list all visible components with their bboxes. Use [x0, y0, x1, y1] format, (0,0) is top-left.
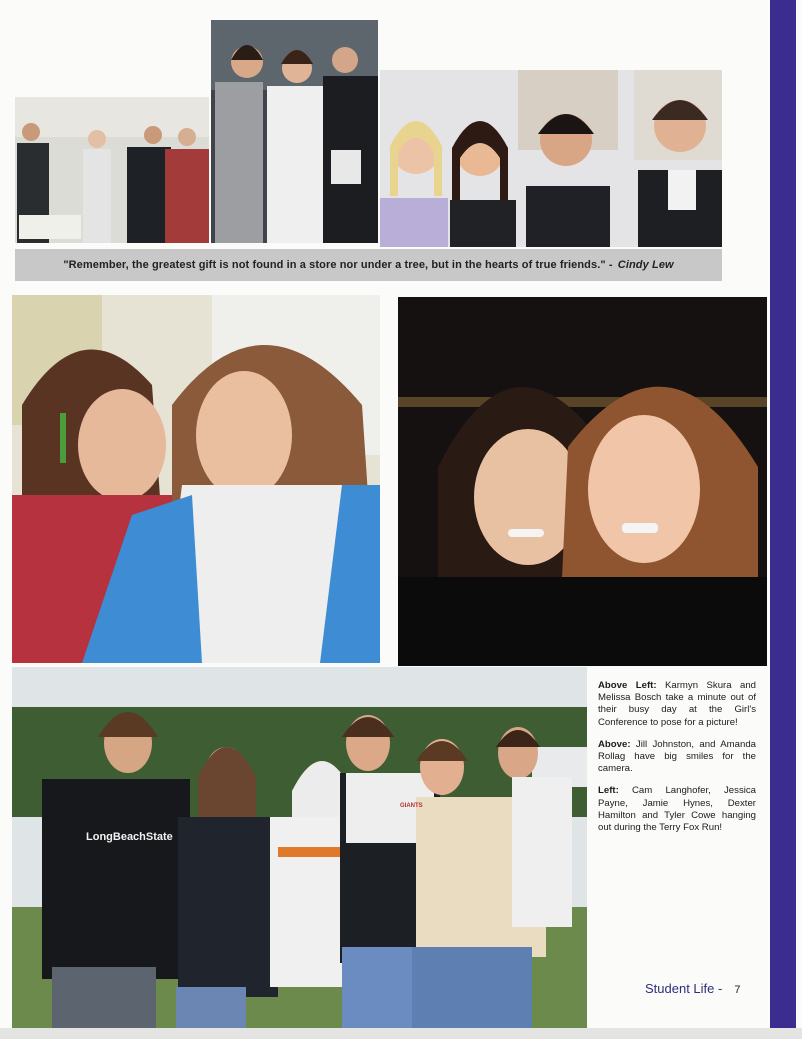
shirt-logo-text: LongBeachState: [86, 831, 173, 843]
caption-text: Cam Langhofer, Jessica Payne, Jamie Hynes, Dexter Hamilton and Tyler Cowe hanging out during the Terry Fox Run!: [598, 785, 757, 834]
quote-author: Cindy Lew: [617, 259, 674, 271]
section-title: Student Life -: [645, 981, 723, 996]
sweatshirt-logo-text: GIANTS: [400, 803, 423, 809]
photo-group-center: [211, 20, 378, 243]
caption-label: Above Left:: [598, 680, 657, 691]
photo-terry-fox-run: [12, 667, 587, 1028]
page-number: 7: [734, 984, 741, 996]
photo-captions: [598, 680, 756, 844]
photo-karmyn-melissa: [12, 295, 380, 663]
caption-label: Above:: [598, 738, 631, 750]
caption-above: [598, 739, 756, 776]
page-footer: [645, 981, 740, 996]
accent-sidebar: [770, 0, 796, 1028]
caption-label: Left:: [598, 785, 619, 797]
caption-left: [598, 785, 756, 834]
quote-banner: [15, 249, 722, 281]
photo-group-right: [380, 70, 722, 247]
photo-jill-amanda: [398, 297, 767, 666]
caption-text: Jill Johnston, and Amanda Rollag have big smiles for the camera.: [598, 738, 756, 775]
page-edge: [0, 1028, 802, 1039]
quote-dash: -: [608, 259, 613, 271]
quote-text: "Remember, the greatest gift is not found in a store nor under a tree, but in the hearts of true friends.": [63, 259, 606, 271]
caption-above-left: [598, 680, 756, 729]
photo-group-left: [15, 97, 209, 243]
caption-text: Karmyn Skura and Melissa Bosch take a minute out of their busy day at the Girl's Conference to pose for a picture!: [598, 680, 757, 728]
